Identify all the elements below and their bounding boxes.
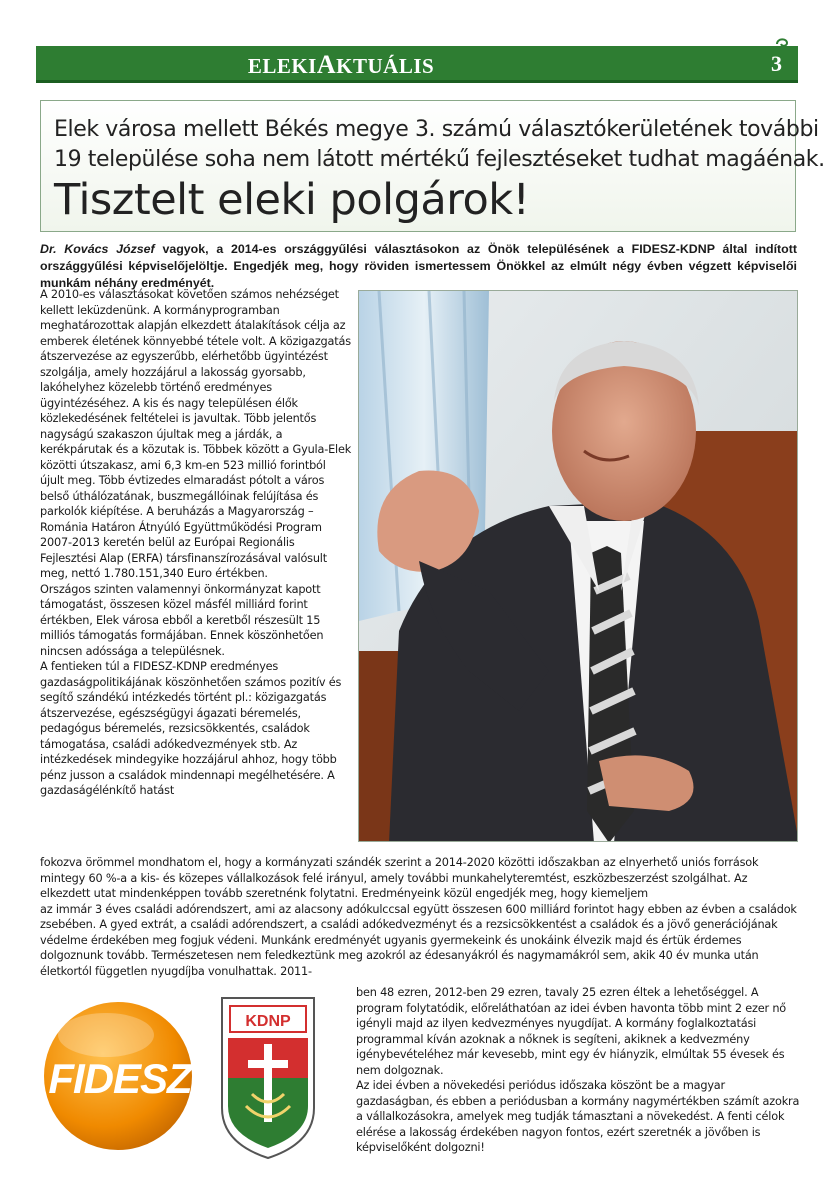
title-part-initial: A	[316, 50, 337, 79]
fidesz-logo-text: FIDESZ	[48, 1055, 192, 1102]
right-bottom-text	[356, 985, 801, 1156]
paragraph: Országos szinten valamennyi önkormányzat kapott támogatást, összesen közel másfél milliárd forint értékben, Elek városa ebből a keretből részesült 15 milliós támogatás formájában. Ennek köszönhetően nincsen adóssága a településnek.	[40, 582, 324, 658]
paragraph: ben 48 ezren, 2012-ben 29 ezren, tavaly 25 ezren éltek a lehetőséggel. A program folytatódik, előreláthatóan az idei évben havonta több mint 2 ezer nő igényli majd az ilyen kedvezményes nyugdíjat. A kormány foglalkoztatási programmal kíván azoknak a nőknek is segíteni, akiknek a kedvezmény igénybevételéhez már kevesebb, mint egy év hiányzik, elmúltak 55 évesek és nem dolgoznak.	[356, 986, 787, 1077]
swirl-icon	[774, 34, 790, 50]
paragraph: Az idei évben a növekedési periódus időszaka köszönt be a magyar gazdaságban, és ebben a periódusban a kormány nagymértékben számít azokra a vállalkozásokra, amelyek meg tudják támasztani a növekedést. A fenti célok elérése a lakosság érdekében nagyon fontos, ezért szeretnék a jövőben is képviselőként dolgozni!	[356, 1079, 800, 1154]
lead-text: vagyok, a 2014-es országgyűlési választásokon az Önök településének a FIDESZ-KDNP által indított országgyűlési képviselőjelöltje. Engedjék meg, hogy röviden ismertessem Önökkel az elmúlt négy évben végzett képviselői munkám néhány eredményét.	[40, 242, 797, 290]
logos-illustration	[44, 990, 344, 1160]
headline-line-1: Elek városa mellett Békés megye 3. számú választókerületének további	[54, 117, 819, 142]
portrait-photo	[358, 290, 798, 842]
portrait-illustration	[359, 291, 798, 842]
lead-paragraph	[40, 241, 797, 292]
kdnp-logo	[222, 998, 314, 1158]
party-logos	[44, 990, 344, 1160]
page-number: 3	[771, 51, 782, 76]
headline-greeting: Tisztelt eleki polgárok!	[54, 175, 530, 225]
title-part-aktualis: KTUÁLIS	[336, 54, 435, 78]
paragraph: A fentieken túl a FIDESZ-KDNP eredményes gazdaságpolitikájának köszönhetően számos pozitív és segítő szándékú intézkedés történt pl.: közigazgatás átszervezése, egészségügyi ágazati béremelés, pedagógus béremelés, rezsicsökkentés, családok támogatása, családi adókedvezmények stb. Az intézkedések mindegyike hozzájárul ahhoz, hogy több pénz jusson a családok mindennapi megélhetésére. A gazdaságélénkítő hatást	[40, 660, 342, 797]
left-column	[40, 287, 352, 799]
kdnp-logo-text: KDNP	[245, 1013, 291, 1030]
paragraph: fokozva örömmel mondhatom el, hogy a kormányzati szándék szerint a 2014-2020 közötti időszakban az elnyerhető uniós források mintegy 60 %-a a kis- és közepes vállalkozások felé irányul, amely további munkahelyteremtést, eszközbeszerzést szolgálhat. Az elkezdett utat mindenképpen tovább szeretnénk folytatni. Eredményeink közül engedjék meg, hogy kiemeljem	[40, 856, 759, 900]
headline-box	[40, 100, 825, 232]
title-part-eleki: ELEKI	[247, 54, 317, 78]
fidesz-logo	[44, 1002, 194, 1150]
headline-line-2: 19 települése soha nem látott mértékű fejlesztéseket tudhat magáénak.	[54, 147, 825, 172]
publication-title	[36, 50, 646, 80]
paragraph: A 2010-es választásokat követően számos nehézséget kellett leküzdenünk. A kormányprogramban meghatározottak alapján elkezdett átalakítások célja az emberek életének könnyebbé tétele volt. A közigazgatás átszervezése az egyszerűbb, elérhetőbb ügyintézést szolgálja, amely hozzájárul a lakosság gyorsabb, lakóhelyhez közelebb történő eredményes ügyintézéséhez. A kis és nagy településen élők közlekedésének feltételei is javultak. Több jelentős nagyságú szakaszon újultak meg a járdák, a kerékpárutak és a közutak is. Többek között a Gyula-Elek közötti útszakasz, ami 6,3 km-en 523 millió forintból újult meg. Több évtizedes elmaradást pótolt a város belső úthálózatának, buszmegállóinak felújítása és parkolók kiépítése. A beruházás a Magyarország – Románia Határon Átnyúló Együttműködési Program 2007-2013 keretén belül az Európai Regionális Fejlesztési Alap (ERFA) társfinanszírozásával valósult meg, nettó 1.780.151,340 Euro értékben.	[40, 288, 352, 580]
paragraph: az immár 3 éves családi adórendszert, ami az alacsony adókulccsal együtt összesen 600 milliárd forintot hagy ebben az évben a családok zsebében. A gyed extrát, a családi adórendszert, a családi adókedvezményt és a rezsicsökkentést a családok és a jövő generációjának védelme érdekében meg fogjuk védeni. Munkánk eredményét ugyanis gyermekeink és unokáink élvezik majd és értük érdemes dolgoznunk tovább. Természetesen nem feledkeztünk meg azokról az édesanyákról és nagymamákról sem, akik 40 év munka után életkortól független nyugdíjba vonulhattak. 2011-	[40, 902, 797, 978]
full-width-text	[40, 855, 800, 979]
header-bar	[36, 46, 798, 83]
author-name: Dr. Kovács József	[40, 242, 155, 256]
